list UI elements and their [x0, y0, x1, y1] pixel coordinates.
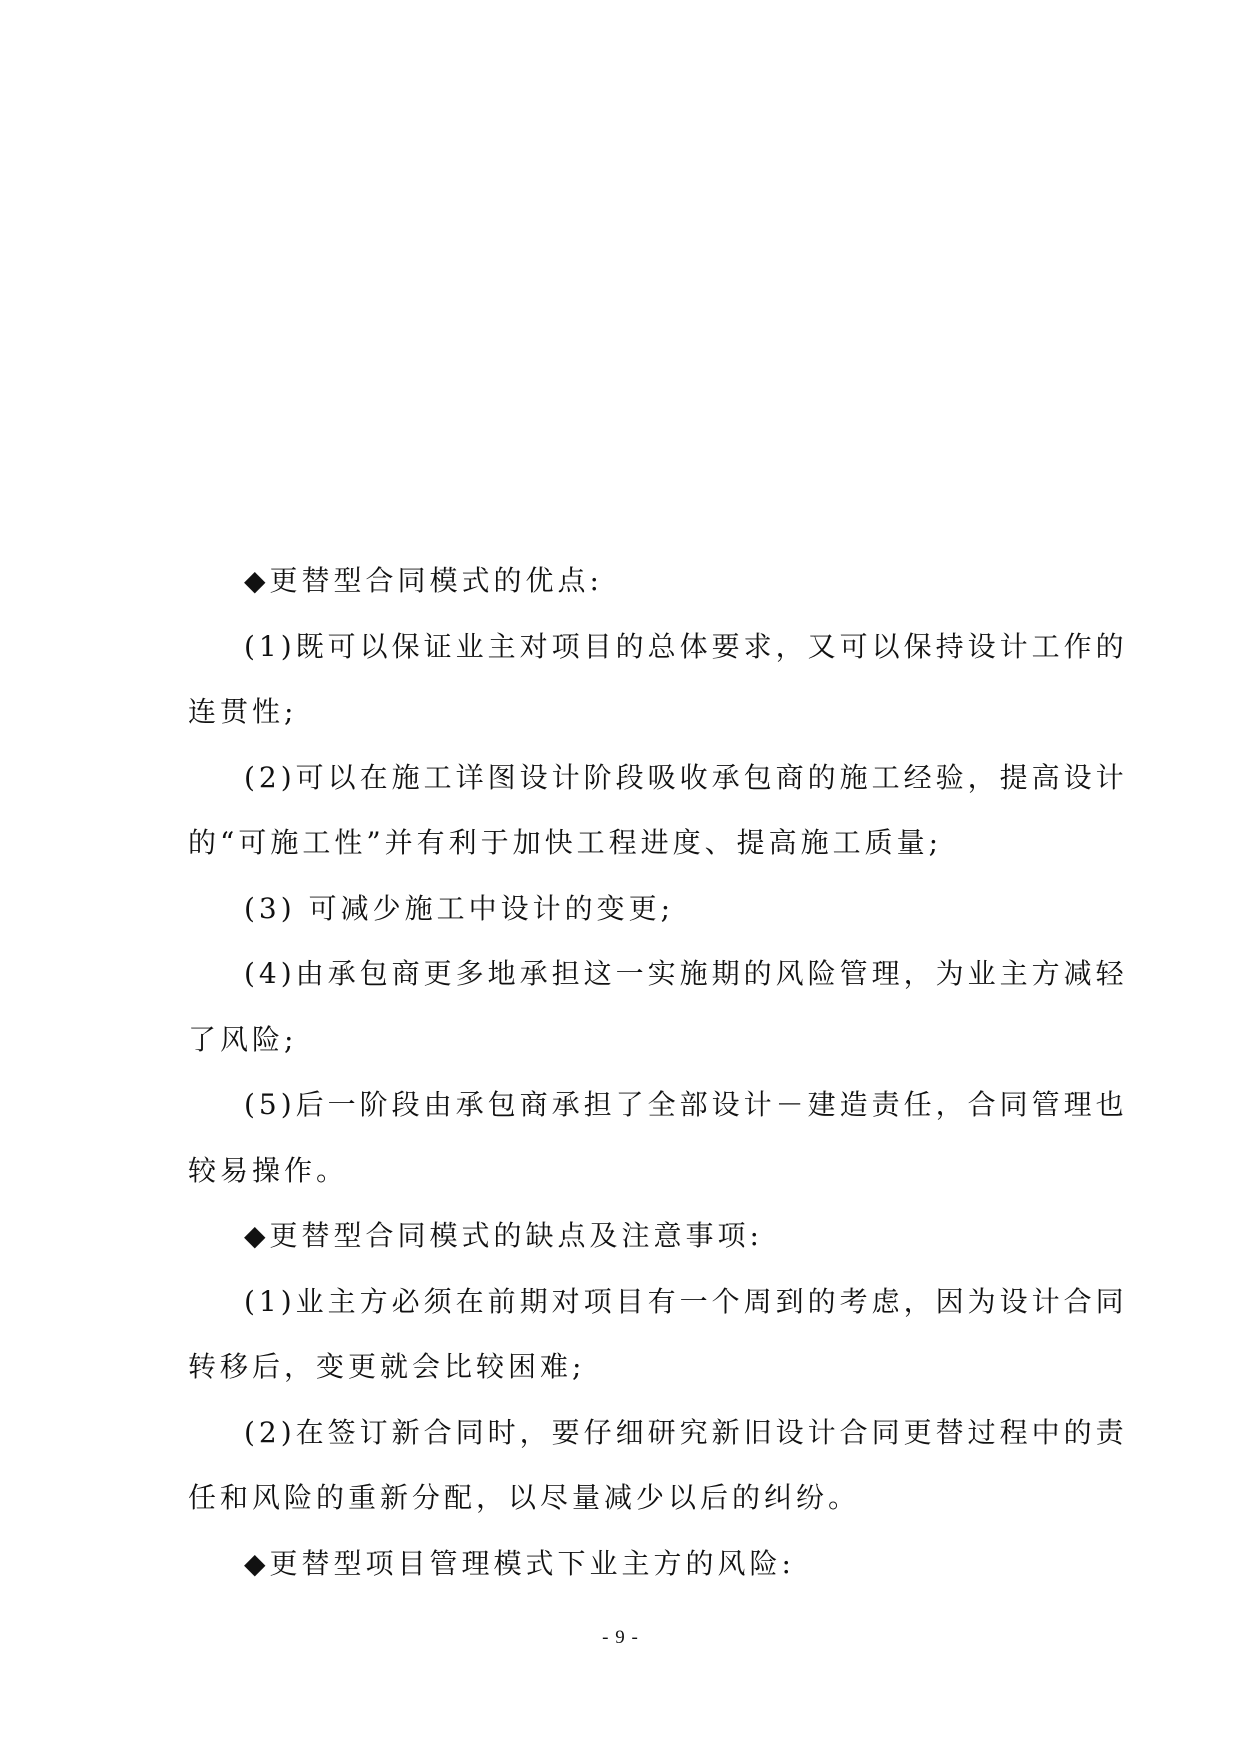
section-heading-disadvantages: ◆更替型合同模式的缺点及注意事项: — [244, 1219, 763, 1252]
advantage-item-2-continued: 的“可施工性”并有利于加快工程进度、提高施工质量; — [188, 826, 943, 859]
body-text — [188, 548, 1128, 1596]
advantage-item-5-continued: 较易操作。 — [188, 1153, 349, 1187]
disadvantage-item-1-continued: 转移后，变更就会比较困难; — [188, 1350, 586, 1383]
disadvantage-item-2-continued: 任和风险的重新分配，以尽量减少以后的纠纷。 — [188, 1481, 861, 1514]
disadvantage-item-2: (2)在签订新合同时，要仔细研究新旧设计合同更替过程中的责 — [244, 1415, 1128, 1449]
advantage-item-1: (1)既可以保证业主对项目的总体要求，又可以保持设计工作的 — [244, 629, 1128, 663]
page-number: - 9 - — [602, 1627, 639, 1648]
section-heading-owner-risks: ◆更替型项目管理模式下业主方的风险: — [244, 1546, 795, 1580]
advantage-item-2: (2)可以在施工详图设计阶段吸收承包商的施工经验，提高设计 — [244, 760, 1128, 794]
section-heading-advantages: ◆更替型合同模式的优点: — [244, 564, 603, 597]
advantage-item-3: (3) 可减少施工中设计的变更; — [244, 891, 674, 925]
advantage-item-4-continued: 了风险; — [188, 1022, 298, 1056]
disadvantage-item-1: (1)业主方必须在前期对项目有一个周到的考虑，因为设计合同 — [244, 1284, 1128, 1318]
advantage-item-1-continued: 连贯性; — [188, 695, 298, 728]
advantage-item-5: (5)后一阶段由承包商承担了全部设计－建造责任，合同管理也 — [244, 1088, 1128, 1121]
advantage-item-4: (4)由承包商更多地承担这一实施期的风险管理，为业主方减轻 — [244, 957, 1128, 990]
